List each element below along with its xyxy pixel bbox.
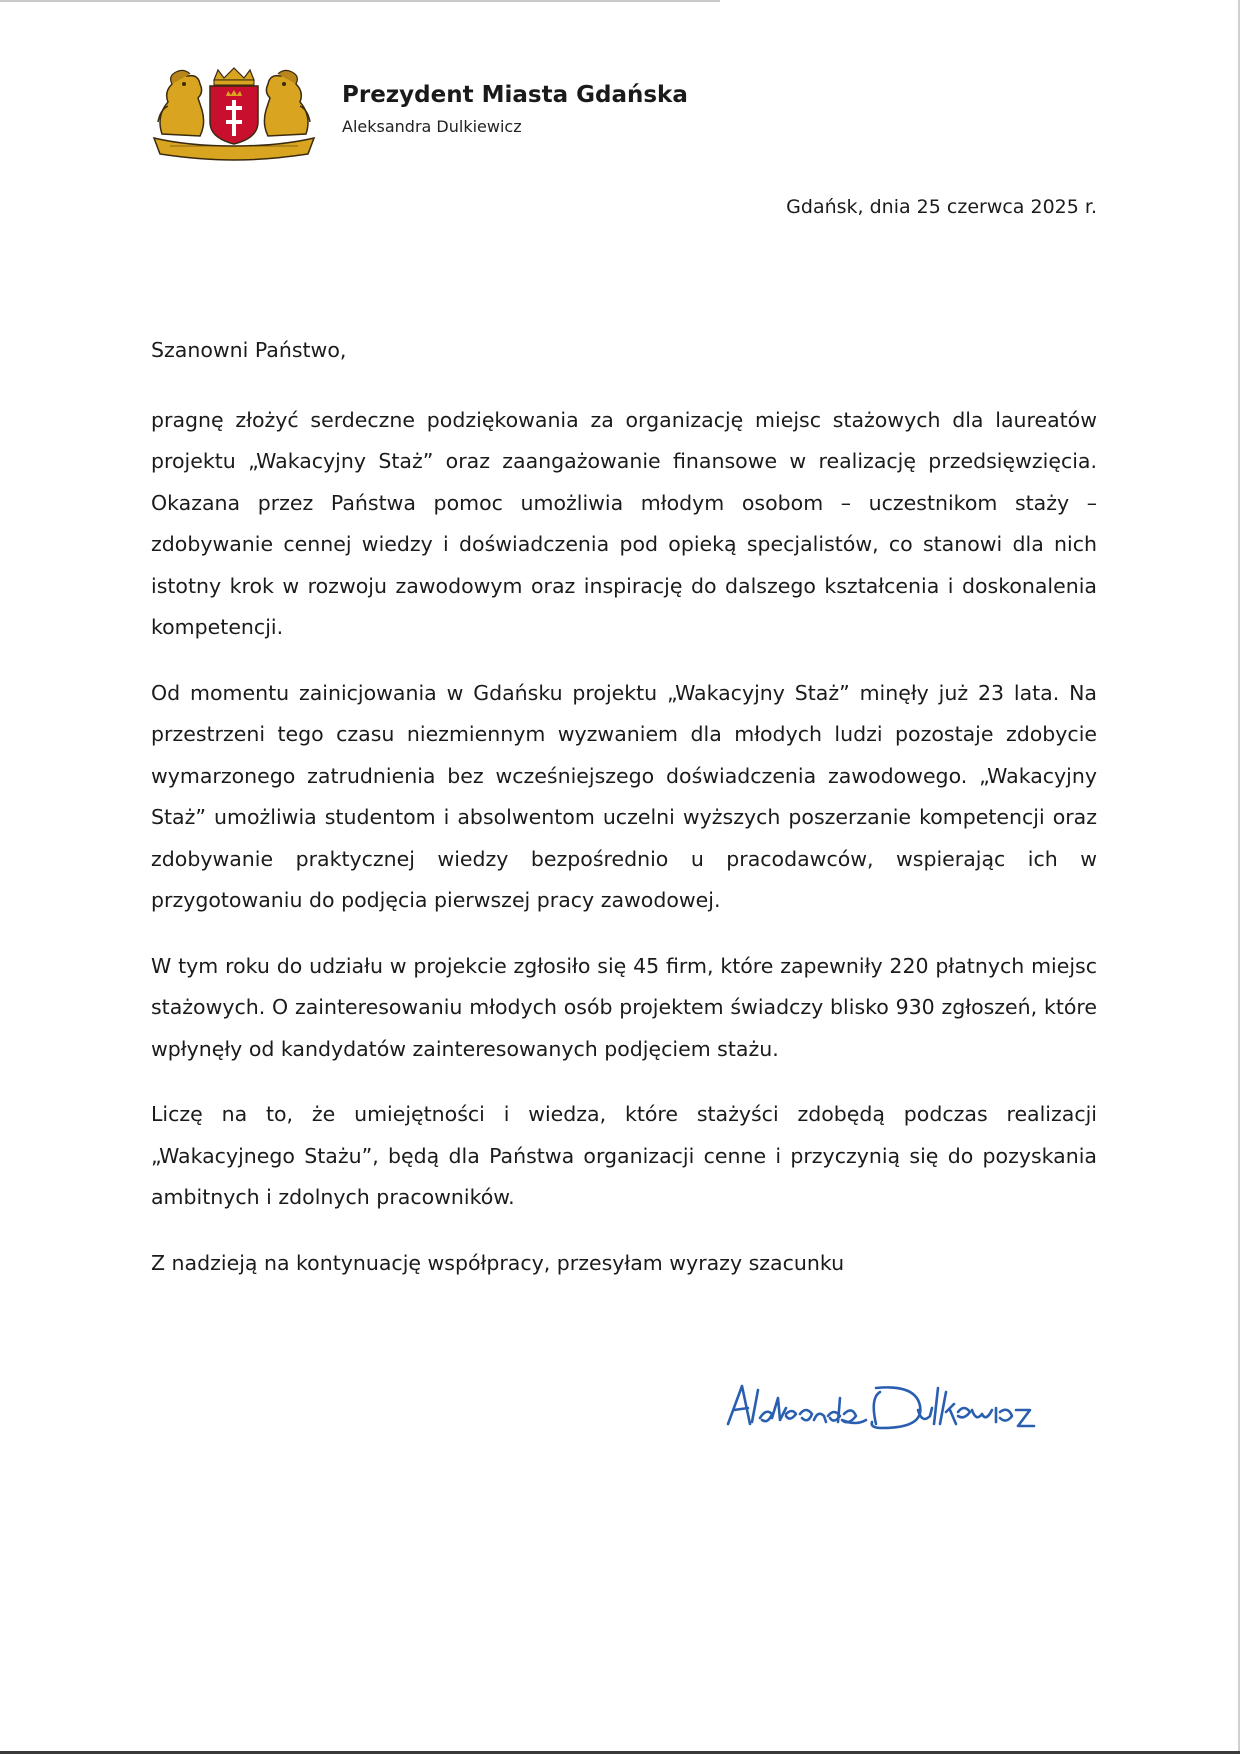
scan-edge-top — [0, 0, 720, 2]
paragraph-2: Od momentu zainicjowania w Gdańsku projektu „Wakacyjny Staż” minęły już 23 lata. Na przestrzeni tego czasu niezmiennym wyzwaniem dla młodych ludzi pozostaje zdobycie wymarzonego zatrudnienia bez wcześniejszego doświadczenia zawodowego. „Wakacyjny Staż” umożliwia studentom i absolwentom uczelni wyższych poszerzanie kompetencji oraz zdobywanie praktycznej wiedzy bezpośrednio u pracodawców, wspierając ich w przygotowaniu do podjęcia pierwszej pracy zawodowej. — [151, 680, 1097, 912]
letter-body — [151, 330, 1097, 1284]
paragraph-3: W tym roku do udziału w projekcie zgłosiło się 45 firm, które zapewniły 220 płatnych miejsc stażowych. O zainteresowaniu młodych osób projektem świadczy blisko 930 zgłoszeń, które wpłynęły od kandydatów zainteresowanych podjęciem stażu. — [151, 953, 1097, 1061]
salutation: Szanowni Państwo, — [151, 338, 347, 362]
closing-line: Z nadzieją na kontynuację współpracy, przesyłam wyrazy szacunku — [151, 1250, 845, 1275]
handwritten-signature — [720, 1368, 1060, 1448]
paragraph-4: Liczę na to, że umiejętności i wiedza, które stażyści zdobędą podczas realizacji „Wakacyjnego Stażu”, będą dla Państwa organizacji cenne i przyczynią się do pozyskania ambitnych i zdolnych pracowników. — [151, 1102, 1097, 1209]
paragraph-1: pragnę złożyć serdeczne podziękowania za organizację miejsc stażowych dla laureatów projektu „Wakacyjny Staż” oraz zaangażowanie finansowe w realizację przedsięwzięcia. Okazana przez Państwa pomoc umożliwia młodym osobom – uczestnikom staży – zdobywanie cennej wiedzy i doświadczenia pod opieką specjalistów, co stanowi dla nich istotny krok w rozwoju zawodowym oraz inspirację do dalszego kształcenia i doskonalenia kompetencji. — [151, 407, 1097, 639]
gdansk-coat-of-arms-icon — [148, 66, 320, 162]
letterhead — [342, 80, 688, 138]
letterhead-subtitle: Aleksandra Dulkiewicz — [342, 117, 522, 136]
letterhead-title: Prezydent Miasta Gdańska — [342, 82, 688, 108]
letter-date: Gdańsk, dnia 25 czerwca 2025 r. — [786, 196, 1097, 218]
